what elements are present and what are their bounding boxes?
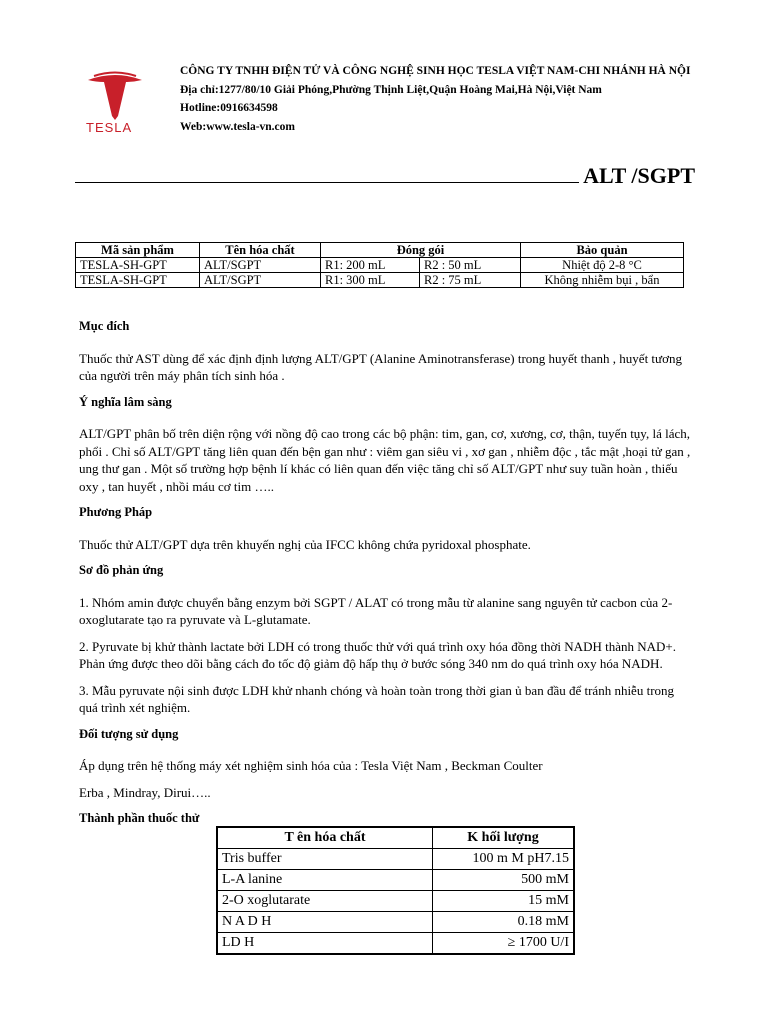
composition-table [216, 826, 575, 955]
cell-chemical: N A D H [217, 912, 433, 933]
reaction-step-1: 1. Nhóm amin được chuyển bằng enzym bởi SGPT / ALAT có trong mẫu từ alanine sang nguyên tử cacbon của 2-oxoglutarate tạo ra pyruvate và L-glutamate. [79, 594, 673, 627]
col-header-storage: Bảo quản [521, 243, 684, 258]
col-header-name: Tên hóa chất [200, 243, 321, 258]
cell-chemical: Tris buffer [217, 849, 433, 870]
cell-amount: 15 mM [433, 891, 575, 912]
cell-name: ALT/SGPT [200, 273, 321, 288]
composition-table-header [217, 827, 574, 849]
users-line-1: Áp dụng trên hệ thống máy xét nghiệm sinh hóa của : Tesla Việt Nam , Beckman Coulter [79, 758, 543, 773]
company-web: Web:www.tesla-vn.com [180, 120, 295, 133]
cell-r2: R2 : 50 mL [420, 258, 521, 273]
cell-storage: Nhiệt độ 2-8 °C [521, 258, 684, 273]
cell-name: ALT/SGPT [200, 258, 321, 273]
table-row [217, 933, 574, 955]
title-rule [75, 182, 579, 183]
section-heading-purpose: Mục đích [79, 319, 130, 333]
cell-chemical: LD H [217, 933, 433, 955]
logo-wordmark: TESLA [86, 120, 133, 135]
col-header-chemical: T ên hóa chất [217, 827, 433, 849]
product-table-header [76, 243, 684, 258]
cell-code: TESLA-SH-GPT [76, 273, 200, 288]
section-heading-users: Đối tượng sử dụng [79, 726, 179, 741]
document-body [79, 318, 694, 842]
company-address: Địa chỉ:1277/80/10 Giải Phóng,Phường Thịnh Liệt,Quận Hoàng Mai,Hà Nội,Việt Nam [180, 83, 602, 96]
reaction-step-3: 3. Mẫu pyruvate nội sinh được LDH khử nhanh chóng và hoàn toàn trong thời gian ủ ban đầu để tránh nhiễu trong quá trình xét nghiệm. [79, 682, 675, 715]
cell-amount: 500 mM [433, 870, 575, 891]
table-row [76, 273, 684, 288]
cell-code: TESLA-SH-GPT [76, 258, 200, 273]
col-header-code: Mã sản phẩm [76, 243, 200, 258]
table-row [217, 849, 574, 870]
table-row [76, 258, 684, 273]
col-header-amount: K hối lượng [433, 827, 575, 849]
col-header-package: Đóng gói [321, 243, 521, 258]
cell-storage: Không nhiễm bụi , bẩn [521, 273, 684, 288]
cell-chemical: L-A lanine [217, 870, 433, 891]
method-text: Thuốc thử ALT/GPT dựa trên khuyến nghị của IFCC không chứa pyridoxal phosphate. [79, 536, 531, 552]
table-row [217, 870, 574, 891]
cell-r1: R1: 200 mL [321, 258, 420, 273]
cell-chemical: 2-O xoglutarate [217, 891, 433, 912]
tesla-logo-icon [82, 70, 148, 120]
company-hotline: Hotline:0916634598 [180, 102, 278, 114]
clinical-text: ALT/GPT phân bố trên diện rộng với nồng độ cao trong các bộ phận: tim, gan, cơ, xương, cơ, thận, tuyến tụy, lá lách, phổi . Chỉ số ALT/GPT tăng liên quan đến bện gan như : viêm gan siêu vi , xơ gan , nhiễm độc , tắc mật ,hoại tử gan , ung thư gan . Một số trường hợp bệnh lí khác có liên quan đến việc tăng chỉ số ALT/GPT như suy tuần hoàn , thiếu oxy , tan huyết , nhồi máu cơ tim ….. [79, 426, 691, 494]
cell-amount: ≥ 1700 U/I [433, 933, 575, 955]
purpose-text: Thuốc thử AST dùng để xác định định lượng ALT/GPT (Alanine Aminotransferase) trong huyết thanh , huyết tương của người trên máy phân tích sinh hóa . [79, 350, 682, 383]
product-table [75, 242, 684, 288]
cell-amount: 0.18 mM [433, 912, 575, 933]
reaction-step-2: 2. Pyruvate bị khử thành lactate bởi LDH có trong thuốc thử với quá trình oxy hóa đồng thời NADH thành NAD+. Phản ứng được theo dõi bằng cách đo tốc độ giảm độ hấp thụ ở bước sóng 340 nm do quá trình oxy hóa NADH. [79, 638, 676, 671]
company-header [180, 62, 690, 136]
section-heading-method: Phương Pháp [79, 505, 153, 519]
section-heading-clinical: Ý nghĩa lâm sàng [79, 394, 172, 409]
document-title [75, 163, 695, 189]
users-line-2: Erba , Mindray, Dirui….. [79, 784, 211, 800]
section-heading-reaction: Sơ đồ phản ứng [79, 563, 164, 577]
company-name: CÔNG TY TNHH ĐIỆN TỬ VÀ CÔNG NGHỆ SINH HỌC TESLA VIỆT NAM-CHI NHÁNH HÀ NỘI [180, 65, 691, 77]
table-row [217, 891, 574, 912]
cell-amount: 100 m M pH7.15 [433, 849, 575, 870]
section-heading-composition: Thành phần thuốc thử [79, 811, 200, 825]
document-title-text: ALT /SGPT [583, 163, 695, 188]
cell-r2: R2 : 75 mL [420, 273, 521, 288]
table-row [217, 912, 574, 933]
cell-r1: R1: 300 mL [321, 273, 420, 288]
